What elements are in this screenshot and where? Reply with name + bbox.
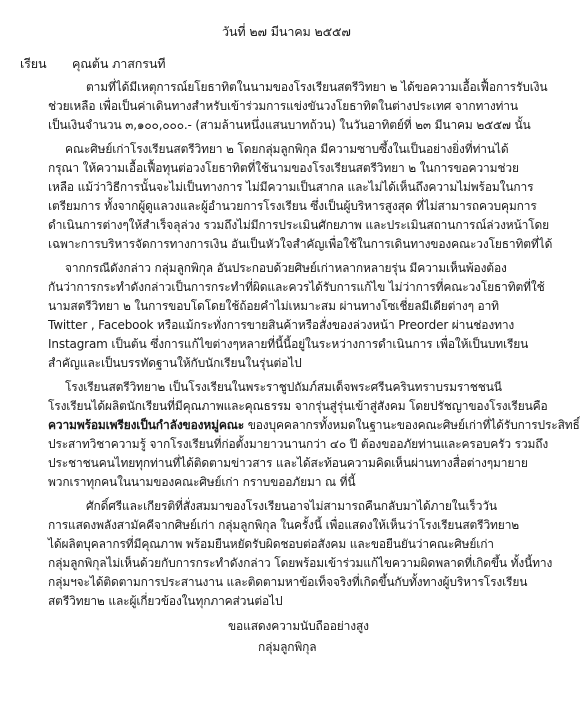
recipient-name: คุณต้น ภาสกรนที: [72, 56, 166, 71]
paragraph3-line: จากกรณีดังกล่าว กลุ่มลูกพิกุล อันประกอบด้วยศิษย์เก่าหลากหลายรุ่น มีความเห็นพ้องต้อง: [65, 261, 507, 275]
paragraph3-line: นามสตรีวิทยา ๒ ในการขอบโดโดยใช้ถ้อยคำไม่เหมาะสม ผ่านทางโซเชี่ยลมีเดียต่างๆ อาทิ: [48, 299, 499, 313]
paragraph4-line: ประสาทวิชาความรู้ จากโรงเรียนที่ก่อตั้งมายาวนานกว่า ๔๐ ปี ต้องขออภัยท่านและครอบครัว รวมถึง: [48, 437, 549, 451]
paragraph4-line: พวกเราทุกคนในนามของคณะศิษย์เก่า กราบขออภัยมา ณ ที่นี้: [48, 475, 356, 489]
paragraph3-line: กันว่าการกระทำดังกล่าวเป็นการกระทำที่ผิดและควรได้รับการแก้ไข ไม่ว่าการที่คณะวงโยธาทิตที่ใช้: [48, 280, 545, 294]
paragraph4-line: โรงเรียนสตรีวิทยา๒ เป็นโรงเรียนในพระราชูปถัมภ์สมเด็จพระศรีนครินทราบรมราชชนนี: [65, 380, 502, 394]
paragraph2-line: ดำเนินการต่างๆให้สำเร็จลุล่วง รวมถึงไม่มีการประเมินศักยภาพ และประเมินสถานการณ์ล่วงหน้าโดย: [48, 218, 550, 232]
paragraph5-line: กลุ่มฯจะได้ติดตามการประสานงาน และติดตามหาข้อเท็จจริงที่เกิดขึ้นกับทั้งทางผู้บริหารโรงเรียน: [48, 575, 528, 589]
paragraph5-line: กลุ่มลูกพิกุลไม่เห็นด้วยกับการกระทำดังกล่าว โดยพร้อมเข้าร่วมแก้ไขความผิดพลาดที่เกิดขึ้น ทั้งนี้ทาง: [48, 556, 553, 570]
paragraph1-line: เป็นเงินจำนวน ๓,๑๐๐,๐๐๐.- (สามล้านหนึ่งแสนบาทถ้วน) ในวันอาทิตย์ที่ ๒๓ มีนาคม ๒๕๕๗ นั้น: [48, 118, 531, 132]
paragraph1-line: ช่วยเหลือ เพื่อเป็นค่าเดินทางสำหรับเข้าร่วมการแข่งขันวงโยธาทิตในต่างประเทศ จากทางท่าน: [48, 99, 518, 113]
paragraph2-line: คณะศิษย์เก่าโรงเรียนสตรีวิทยา ๒ โดยกลุ่มลูกพิกุล มีความซาบซึ้งในเป็นอย่างยิ่งที่ท่านได้: [65, 142, 509, 156]
salutation-label: เรียน: [20, 56, 47, 71]
paragraph2-line: เหลือ แม้ว่าวิธีการนั้นจะไม่เป็นทางการ ไม่มีความเป็นสากล และไม่ได้เห็นถึงความไม่พร้อมในการ: [48, 180, 534, 194]
paragraph5-line: การแสดงพลังสามัคคีจากศิษย์เก่า กลุ่มลูกพิกุล ในครั้งนี้ เพื่อแสดงให้เห็นว่าโรงเรียนสตรีวิทยา๒: [48, 518, 520, 532]
signature-line: กลุ่มลูกพิกุล: [258, 640, 317, 654]
paragraph3-line: Twitter , Facebook หรือแม้กระทั่งการขายสินค้าหรือสั่งของล่วงหน้า Preorder ผ่านช่องทาง: [48, 318, 515, 332]
paragraph5-line: สตรีวิทยา๒ และผู้เกี่ยวข้องในทุกภาคส่วนต่อไป: [48, 594, 283, 608]
letter-date: วันที่ ๒๗ มีนาคม ๒๕๕๗: [222, 24, 351, 39]
paragraph3-line: Instagram เป็นต้น ซึ่งการแก้ไขต่างๆหลายที่นี้นี้อยู่ในระหว่างการดำเนินการ เพื่อให้เป็นบทเรียน: [48, 337, 529, 351]
paragraph1-line: ตามที่ได้มีเหตุการณ์ยโยธาทิตในนามของโรงเรียนสตรีวิทยา ๒ ได้ขอความเอื้อเฟื้อการรับเงิน: [86, 80, 548, 94]
paragraph4-line: ประชาชนคนไทยทุกท่านที่ได้ติดตามข่าวสาร และได้สะท้อนความคิดเห็นผ่านทางสื่อต่างๆมายาย: [48, 456, 528, 470]
paragraph4-line: [48, 418, 580, 433]
paragraph2-line: เตรียมการ ทั้งจากผู้ดูแลวงและผู้อำนวยการโรงเรียน ซึ่งเป็นผู้บริหารสูงสุด ที่ไม่สามารถควบคุมการ: [48, 199, 537, 213]
paragraph4-line: โรงเรียนได้ผลิตนักเรียนที่มีคุณภาพและคุณธรรม จากรุ่นสู่รุ่นเข้าสู่สังคม โดยปรัชญาของโรงเรียนคือ: [48, 399, 548, 413]
closing-line: ขอแสดงความนับถืออย่างสูง: [228, 619, 369, 633]
paragraph4-text: ของบุคคลากรทั้งหมดในฐานะของคณะศิษย์เก่าที่ได้รับการประสิทธิ์: [244, 418, 580, 432]
paragraph5-line: ได้ผลิตบุคลากรที่มีคุณภาพ พร้อมยืนหยัดรับผิดชอบต่อสังคม และขอยืนยันว่าคณะศิษย์เก่า: [48, 537, 494, 551]
school-motto: ความพร้อมเพรียงเป็นกำลังของหมู่คณะ: [48, 418, 245, 432]
paragraph2-line: กรุณา ให้ความเอื้อเฟื้อทุนต่อวงโยธาทิตที่ใช้นามของโรงเรียนสตรีวิทยา ๒ ในการขอความช่วย: [48, 161, 519, 175]
paragraph5-line: ศักดิ์ศรีและเกียรติที่สั่งสมมาของโรงเรียนอาจไม่สามารถคืนกลับมาได้ภายในเร็ววัน: [86, 499, 497, 513]
paragraph3-line: สำคัญและเป็นบรรทัดฐานให้กับนักเรียนในรุ่นต่อไป: [48, 356, 302, 370]
paragraph2-line: เฉพาะการบริหารจัดการทางการเงิน อันเป็นหัวใจสำคัญเพื่อใช้ในการเดินทางของคณะวงโยธาทิตที่ได้: [48, 237, 553, 251]
